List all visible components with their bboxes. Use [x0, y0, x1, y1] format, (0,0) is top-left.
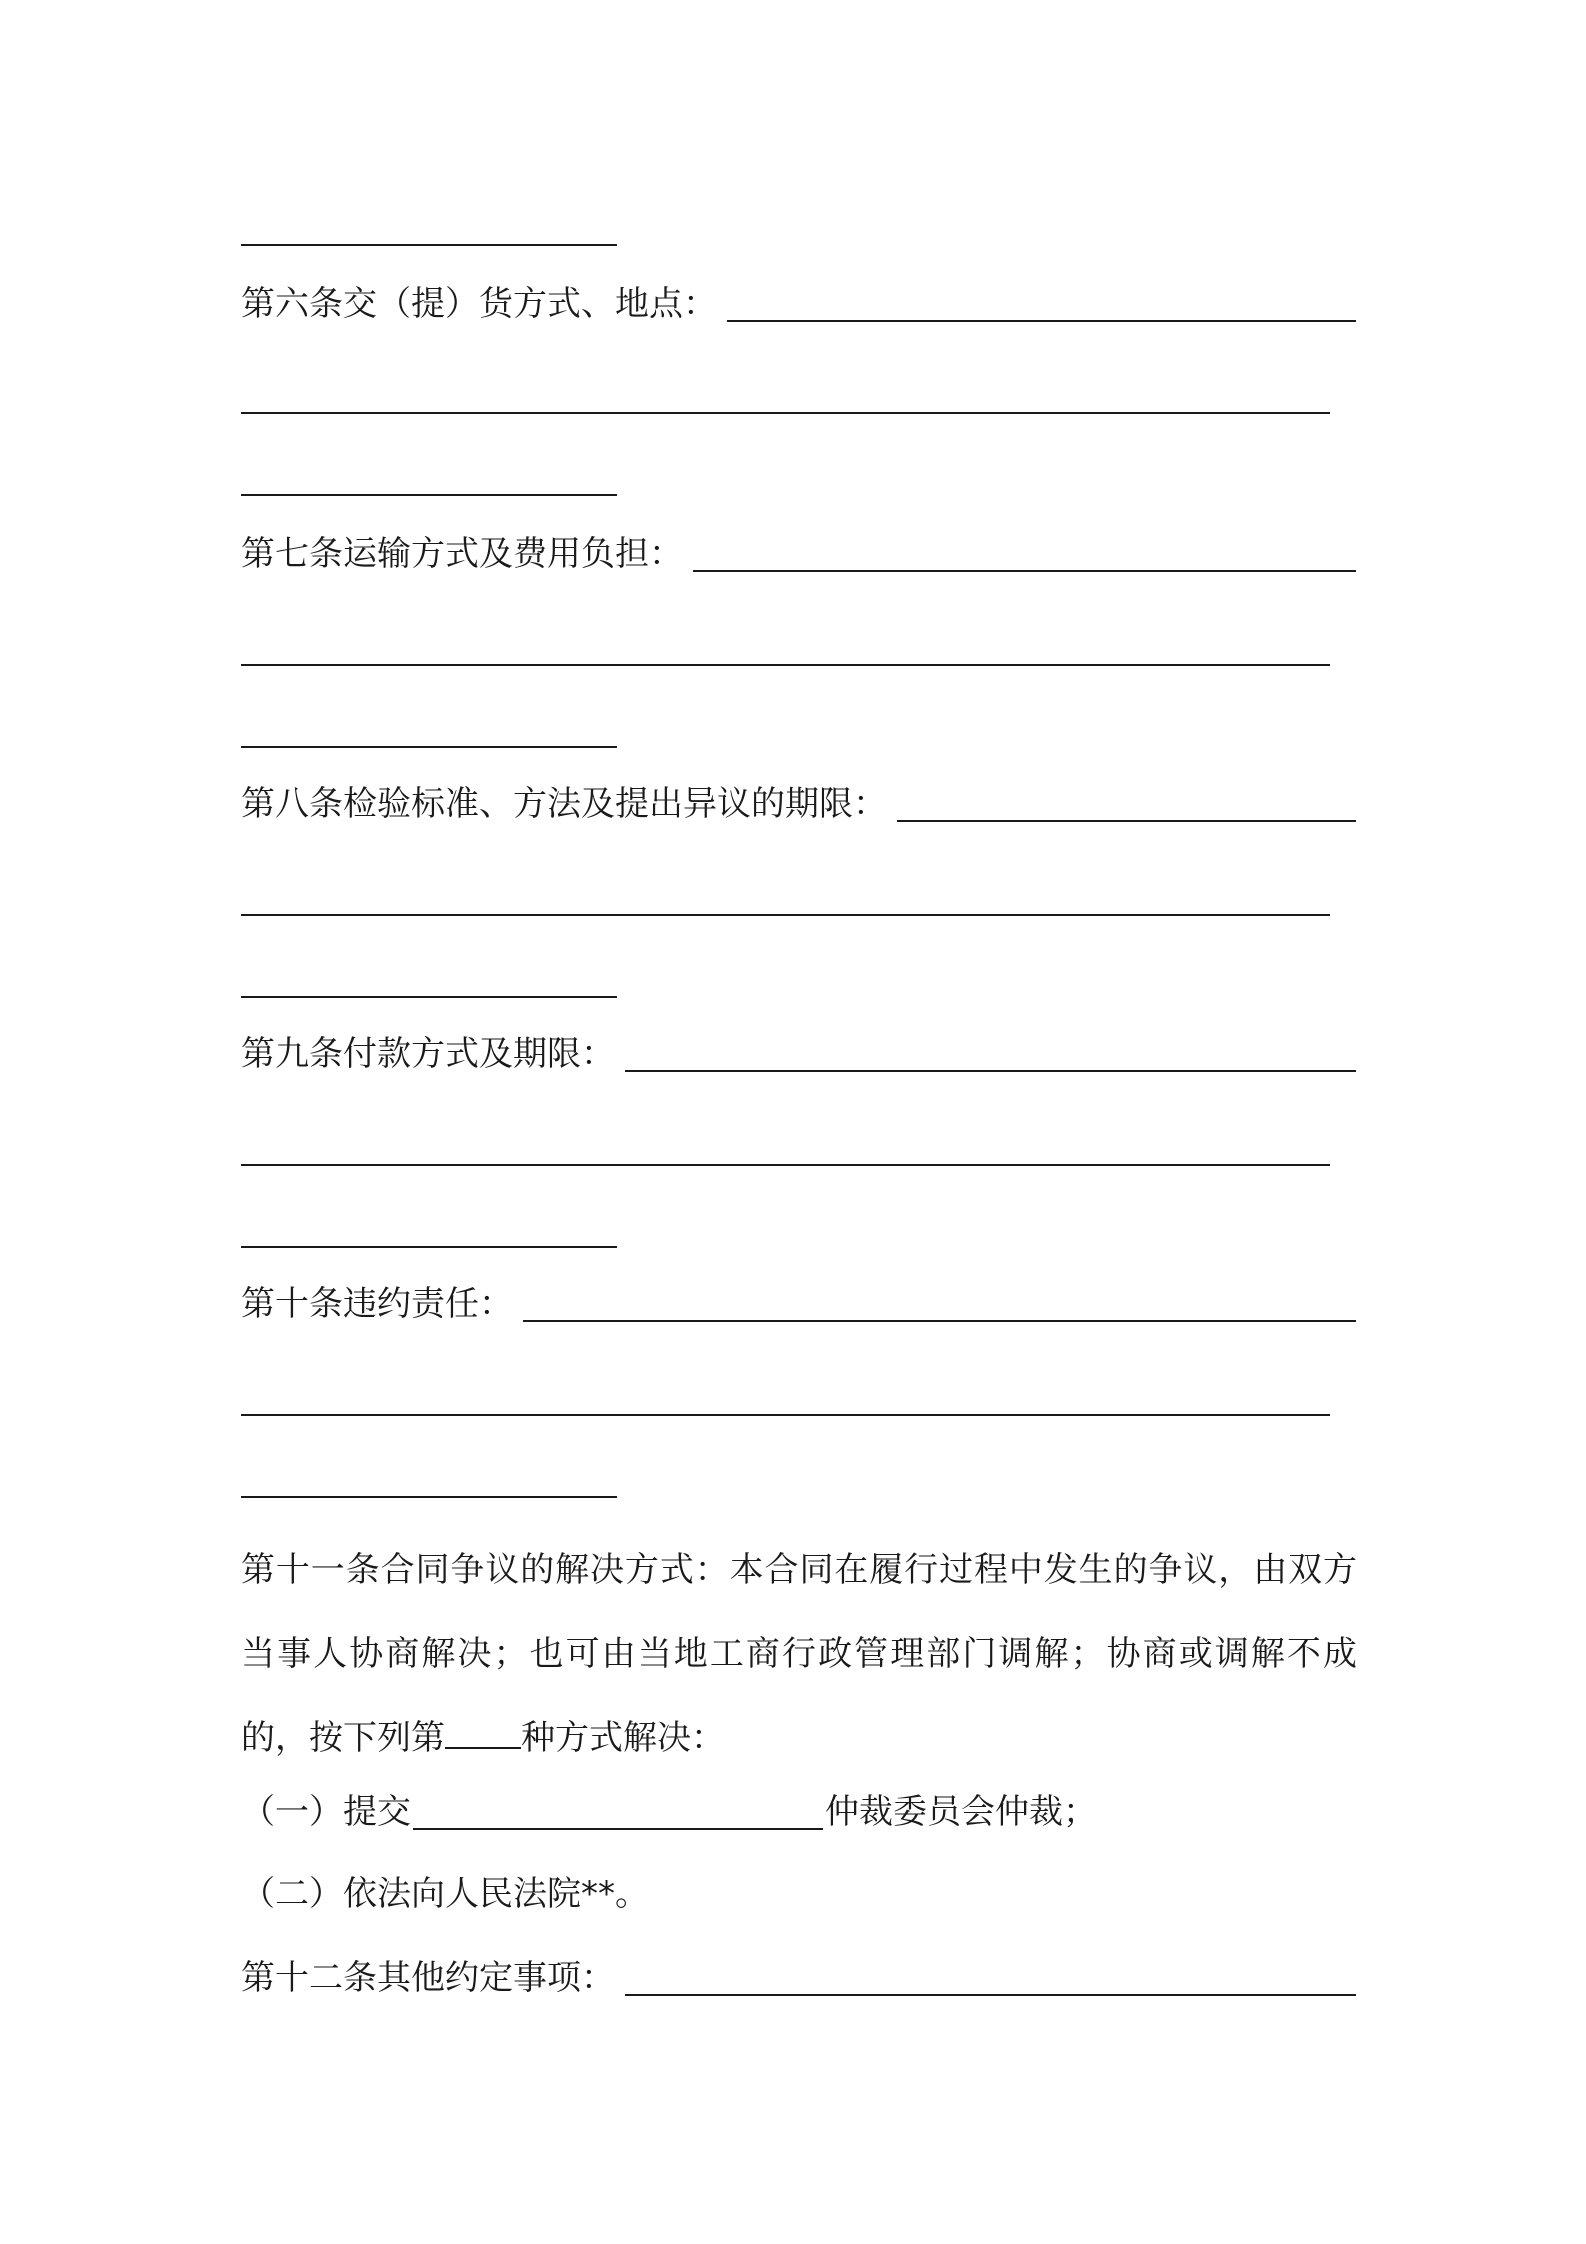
- blank-line: [241, 1414, 1330, 1416]
- arbitration-commission-blank: [413, 1828, 823, 1830]
- article-9-line: [241, 1028, 1356, 1080]
- article-6-label: 第六条交（提）货方式、地点：: [241, 284, 717, 324]
- blank-line: [241, 996, 617, 998]
- article-6-line: [241, 278, 1356, 330]
- blank-line: [241, 664, 1330, 666]
- article-8-line: [241, 778, 1356, 830]
- article-11-text: 第十一条合同争议的解决方式：本合同在履行过程中发生的争议，由双方当事人协商解决；也可由当地工商行政管理部门调解；协商或调解不成的，按下列第: [241, 1550, 1357, 1758]
- article-11-text-end: 种方式解决：: [521, 1718, 725, 1758]
- blank-line: [241, 746, 617, 748]
- article-9-blank: [625, 1070, 1356, 1072]
- article-11-paragraph: [241, 1528, 1357, 1780]
- blank-line: [241, 244, 617, 246]
- option-1-suffix: 仲裁委员会仲裁；: [825, 1792, 1097, 1832]
- article-10-blank: [523, 1320, 1356, 1322]
- article-9-label: 第九条付款方式及期限：: [241, 1034, 615, 1074]
- blank-line: [241, 412, 1330, 414]
- option-2-line: [241, 1868, 1356, 1920]
- option-2-text: （二）依法向人民法院**。: [241, 1874, 649, 1914]
- article-8-label: 第八条检验标准、方法及提出异议的期限：: [241, 784, 887, 824]
- article-12-blank: [625, 1994, 1356, 1996]
- article-10-line: [241, 1278, 1356, 1330]
- article-8-blank: [897, 820, 1356, 822]
- article-7-line: [241, 528, 1356, 580]
- option-1-prefix: （一）提交: [241, 1792, 411, 1832]
- article-10-label: 第十条违约责任：: [241, 1284, 513, 1324]
- blank-line: [241, 914, 1330, 916]
- article-12-line: [241, 1952, 1356, 2004]
- article-6-blank: [727, 320, 1356, 322]
- blank-line: [241, 1164, 1330, 1166]
- article-7-label: 第七条运输方式及费用负担：: [241, 534, 683, 574]
- option-number-blank: [445, 1717, 521, 1749]
- blank-line: [241, 1496, 617, 1498]
- blank-line: [241, 494, 617, 496]
- option-1-line: [241, 1786, 1097, 1838]
- article-7-blank: [693, 570, 1356, 572]
- blank-line: [241, 1246, 617, 1248]
- article-12-label: 第十二条其他约定事项：: [241, 1958, 615, 1998]
